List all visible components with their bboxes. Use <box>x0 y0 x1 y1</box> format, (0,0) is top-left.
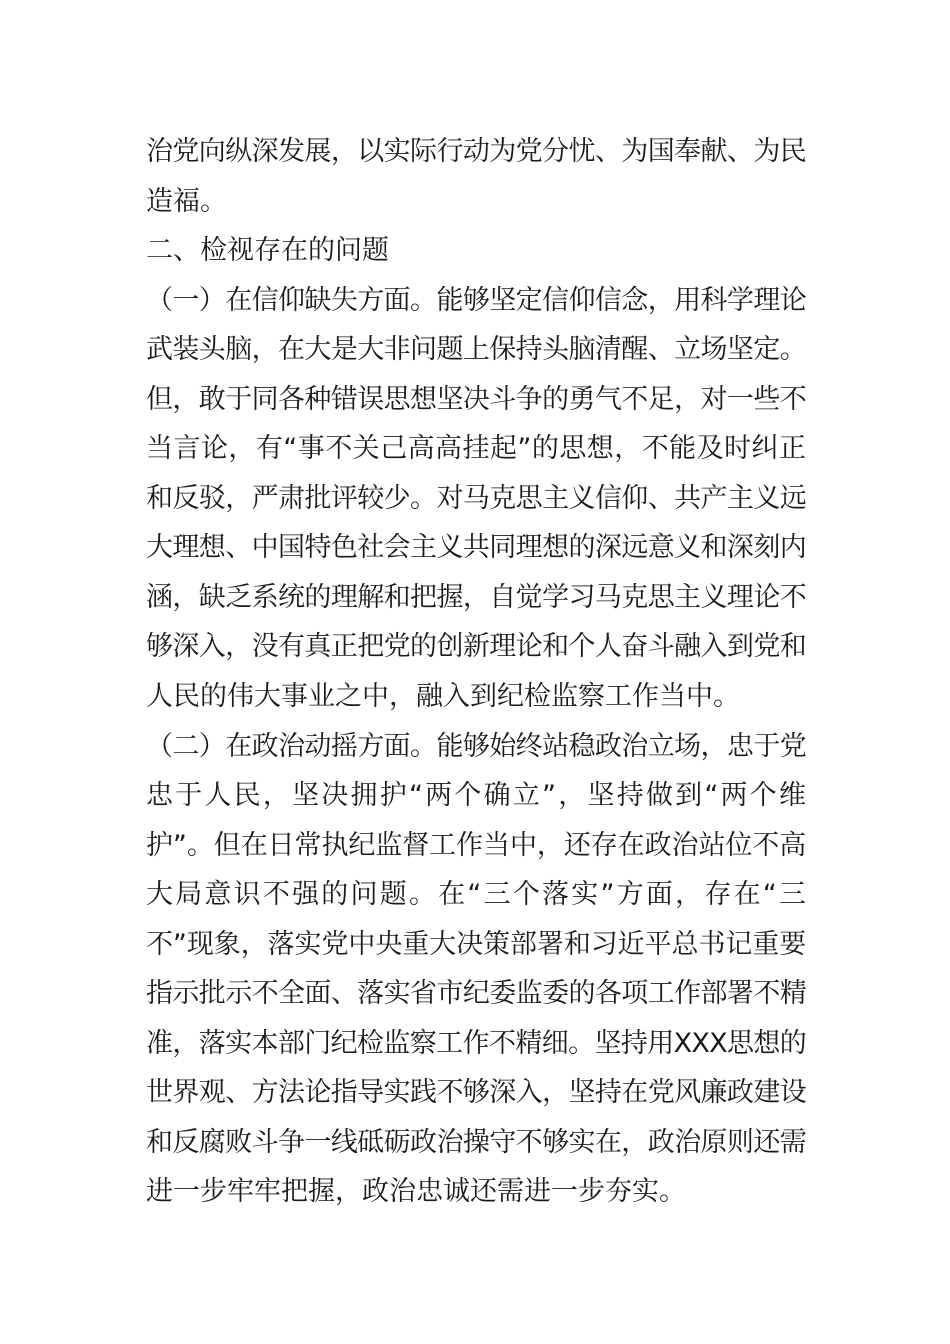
text-line: 大局意识不强的问题。在“三个落实”方面，存在“三 <box>146 879 806 910</box>
text-line: 治党向纵深发展，以实际行动为党分忧、为国奉献、为民 <box>146 136 806 167</box>
text-line: 进一步牢牢把握，政治忠诚还需进一步夯实。 <box>146 1176 686 1207</box>
section-heading: 二、检视存在的问题 <box>146 235 389 266</box>
text-line: 准，落实本部门纪检监察工作不精细。坚持用XXX思想的 <box>146 1028 806 1059</box>
text-line: 大理想、中国特色社会主义共同理想的深远意义和深刻内 <box>146 532 806 563</box>
text-line: 但，敢于同各种错误思想坚决斗争的勇气不足，对一些不 <box>146 384 806 415</box>
text-line: 指示批示不全面、落实省市纪委监委的各项工作部署不精 <box>146 978 806 1009</box>
text-line: 够深入，没有真正把党的创新理论和个人奋斗融入到党和 <box>146 631 806 662</box>
text-line: 和反腐败斗争一线砥砺政治操守不够实在，政治原则还需 <box>146 1127 806 1158</box>
text-line: 涵，缺乏系统的理解和把握，自觉学习马克思主义理论不 <box>146 582 806 613</box>
text-line: 武装头脑，在大是大非问题上保持头脑清醒、立场坚定。 <box>146 334 806 365</box>
text-line: 和反驳，严肃批评较少。对马克思主义信仰、共产主义远 <box>146 483 806 514</box>
text-line: 世界观、方法论指导实践不够深入，坚持在党风廉政建设 <box>146 1077 806 1108</box>
text-line: （二）在政治动摇方面。能够始终站稳政治立场，忠于党 <box>146 731 806 762</box>
text-line: 当言论，有“事不关己高高挂起”的思想，不能及时纠正 <box>146 433 806 464</box>
text-line: 人民的伟大事业之中，融入到纪检监察工作当中。 <box>146 681 740 712</box>
text-line: 护”。但在日常执纪监督工作当中，还存在政治站位不高 <box>146 830 806 861</box>
text-line: （一）在信仰缺失方面。能够坚定信仰信念，用科学理论 <box>146 285 806 316</box>
text-line: 忠于人民，坚决拥护“两个确立”，坚持做到“两个维 <box>146 780 806 811</box>
text-line: 不”现象，落实党中央重大决策部署和习近平总书记重要 <box>146 929 806 960</box>
text-line: 造福。 <box>146 186 227 217</box>
